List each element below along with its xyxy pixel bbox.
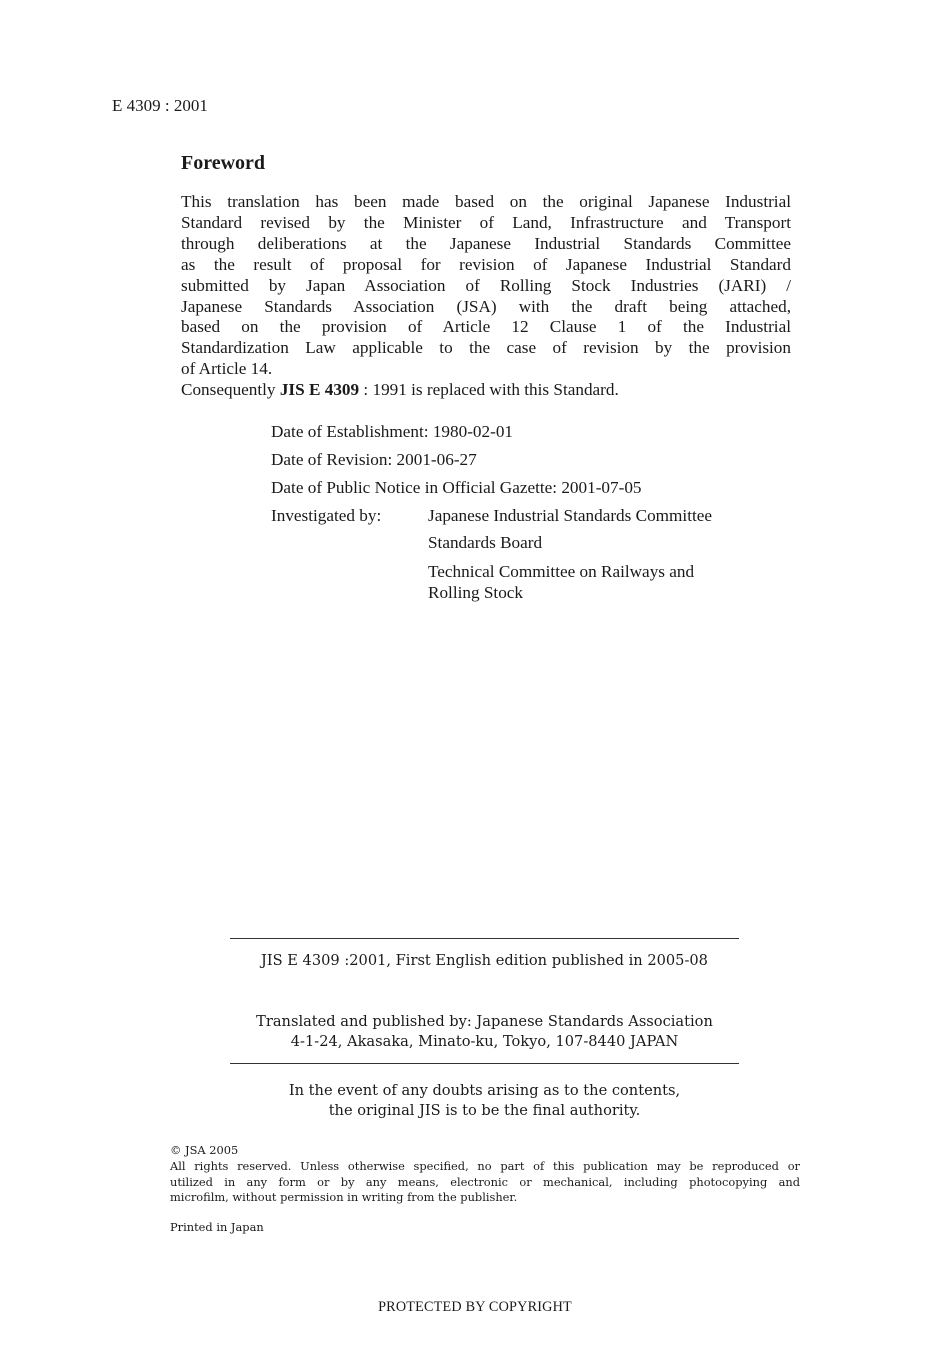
copyright-notice: © JSA 2005 — [170, 1143, 239, 1157]
investigator-technical-committee — [428, 561, 788, 603]
date-of-public-notice: Date of Public Notice in Official Gazette: 2001-07-05 — [271, 478, 642, 497]
authority-notice-line: the original JIS is to be the final authority. — [328, 1102, 641, 1119]
foreword-heading: Foreword — [181, 152, 266, 174]
replacement-statement — [181, 380, 619, 400]
replacement-prefix: Consequently — [181, 380, 280, 399]
investigator-committee: Japanese Industrial Standards Committee — [428, 506, 713, 525]
foreword-line: of Article 14. — [181, 359, 273, 379]
foreword-line: submitted by Japan Association of Rolling Stock Industries (JARI) / — [181, 275, 791, 295]
date-of-revision: Date of Revision: 2001-06-27 — [271, 450, 477, 469]
printed-in: Printed in Japan — [170, 1220, 264, 1234]
authority-notice — [230, 1081, 739, 1121]
rights-line: microfilm, without permission in writing from the publisher. — [170, 1190, 518, 1204]
foreword-line: through deliberations at the Japanese Industrial Standards Committee — [181, 233, 791, 253]
foreword-line: Japanese Standards Association (JSA) with the draft being attached, — [181, 296, 791, 316]
foreword-paragraph — [181, 192, 791, 380]
rights-line: utilized in any form or by any means, electronic or mechanical, including photocopying and — [170, 1174, 800, 1189]
replacement-suffix: : 1991 is replaced with this Standard. — [359, 380, 619, 399]
investigated-by-label: Investigated by: — [271, 506, 382, 525]
divider-rule — [230, 938, 739, 939]
rights-line: All rights reserved. Unless otherwise specified, no part of this publication may be reproduced or — [170, 1159, 800, 1173]
rights-statement — [170, 1159, 800, 1206]
foreword-line: based on the provision of Article 12 Clause 1 of the Industrial — [181, 317, 791, 337]
foreword-line: Standardization Law applicable to the case of revision by the provision — [181, 338, 791, 358]
publisher-info — [230, 1012, 739, 1052]
date-of-establishment: Date of Establishment: 1980-02-01 — [271, 422, 514, 441]
investigator-technical-committee-line: Technical Committee on Railways and — [428, 562, 695, 581]
divider-rule — [230, 1063, 739, 1064]
protected-footer: PROTECTED BY COPYRIGHT — [378, 1299, 572, 1315]
publisher-line: Translated and published by: Japanese Standards Association — [256, 1013, 713, 1030]
foreword-line: as the result of proposal for revision of Japanese Industrial Standard — [181, 254, 791, 274]
foreword-line: Standard revised by the Minister of Land, Infrastructure and Transport — [181, 212, 791, 232]
document-id: E 4309 : 2001 — [112, 96, 208, 115]
replaced-standard-id: JIS E 4309 — [279, 380, 360, 399]
edition-statement: JIS E 4309 :2001, First English edition published in 2005-08 — [261, 952, 708, 969]
foreword-line: This translation has been made based on the original Japanese Industrial — [181, 192, 791, 211]
authority-notice-line: In the event of any doubts arising as to the contents, — [288, 1082, 681, 1099]
investigator-board: Standards Board — [428, 533, 543, 552]
investigator-technical-committee-line: Rolling Stock — [428, 583, 524, 602]
publisher-address: 4-1-24, Akasaka, Minato-ku, Tokyo, 107-8440 JAPAN — [290, 1033, 679, 1050]
